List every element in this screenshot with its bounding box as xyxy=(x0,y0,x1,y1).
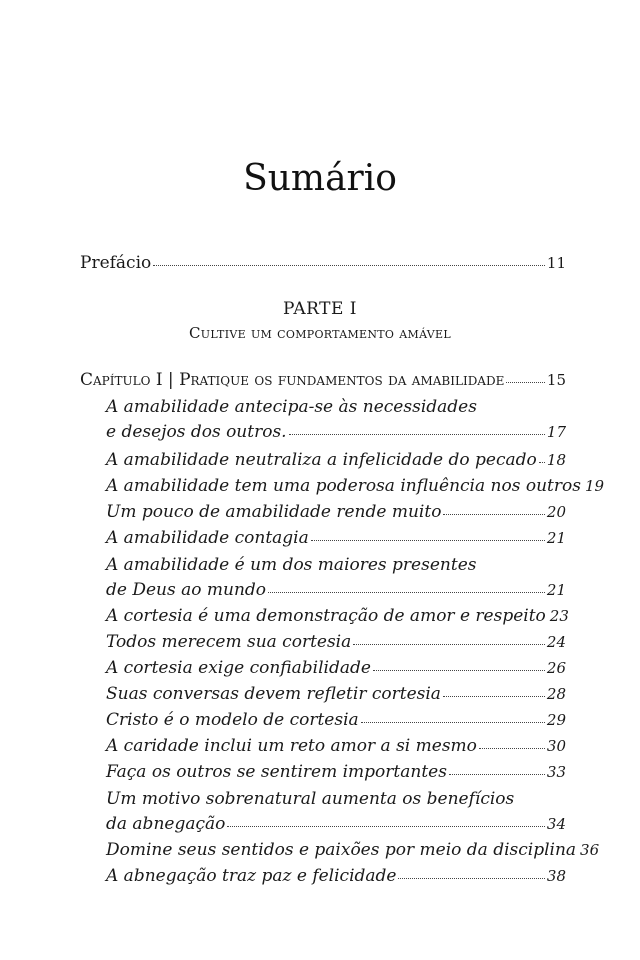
toc-entry-preface xyxy=(80,253,566,273)
toc-entry-label: Suas conversas devem refletir cortesia xyxy=(106,684,441,704)
part-heading: PARTE I xyxy=(282,299,358,319)
toc-page-number: 30 xyxy=(546,737,566,755)
toc-page-number: 26 xyxy=(546,659,566,677)
toc-page-number: 33 xyxy=(546,763,566,781)
toc-entry-label: A cortesia exige confiabilidade xyxy=(106,658,371,678)
toc-page-number: 11 xyxy=(546,254,566,272)
toc-entry-line1: A amabilidade é um dos maiores presentes xyxy=(106,555,477,575)
toc-entry-label: Todos merecem sua cortesia xyxy=(106,632,352,652)
dot-leader xyxy=(353,640,545,645)
toc-entry-label: Prefácio xyxy=(80,253,152,273)
toc-entry-label: A cortesia é uma demonstração de amor e respeito xyxy=(106,606,546,626)
toc-page-number: 17 xyxy=(546,423,566,441)
toc-entry xyxy=(106,580,566,600)
chapter-label: Capítulo I | Pratique os fundamentos da amabilidade xyxy=(80,370,505,390)
toc-entry xyxy=(106,476,605,496)
toc-entry xyxy=(106,450,566,470)
toc-entry xyxy=(106,762,566,782)
toc-page-number: 24 xyxy=(546,633,566,651)
toc-page-number: 36 xyxy=(580,841,600,859)
dot-leader xyxy=(361,718,545,723)
toc-page-number: 38 xyxy=(546,867,566,885)
part-subtitle: Cultive um comportamento amável xyxy=(189,324,451,342)
dot-leader xyxy=(373,666,545,671)
toc-entry-label: Cristo é o modelo de cortesia xyxy=(106,710,359,730)
toc-entry xyxy=(106,502,566,522)
toc-entry-label: da abnegação xyxy=(106,814,226,834)
toc-page-number: 21 xyxy=(546,529,566,547)
toc-chapter xyxy=(80,370,566,390)
toc-entry xyxy=(106,840,600,860)
toc-entry xyxy=(106,814,566,834)
page-title: Sumário xyxy=(243,158,397,199)
toc-entry-label: A amabilidade contagia xyxy=(106,528,309,548)
toc-entry xyxy=(106,866,566,886)
toc-entry-label: A abnegação traz paz e felicidade xyxy=(106,866,397,886)
toc-entry-label: e desejos dos outros. xyxy=(106,422,287,442)
dot-leader xyxy=(227,822,545,827)
toc-entry xyxy=(106,528,566,548)
toc-entry-label: Faça os outros se sentirem importantes xyxy=(106,762,447,782)
dot-leader xyxy=(398,874,544,879)
toc-page-number: 21 xyxy=(546,581,566,599)
dot-leader xyxy=(506,378,545,383)
toc-entry-label: Domine seus sentidos e paixões por meio da disciplina xyxy=(106,840,577,860)
dot-leader xyxy=(289,430,545,435)
dot-leader xyxy=(443,510,544,515)
toc-page-number: 20 xyxy=(546,503,566,521)
toc-entry-label: Um pouco de amabilidade rende muito xyxy=(106,502,442,522)
dot-leader xyxy=(311,536,545,541)
toc-page-number: 15 xyxy=(546,371,566,389)
dot-leader xyxy=(153,261,545,266)
toc-entry xyxy=(106,422,566,442)
toc-page-number: 18 xyxy=(546,451,566,469)
toc-page-number: 28 xyxy=(546,685,566,703)
toc-entry-label: A amabilidade tem uma poderosa influência nos outros xyxy=(106,476,581,496)
toc-entry xyxy=(106,736,566,756)
dot-leader xyxy=(443,692,545,697)
dot-leader xyxy=(268,588,545,593)
toc-entry xyxy=(106,684,566,704)
toc-entry-label: de Deus ao mundo xyxy=(106,580,267,600)
toc-entry-line1: A amabilidade antecipa-se às necessidades xyxy=(106,397,477,417)
toc-entry xyxy=(106,606,569,626)
toc-entry-label: A caridade inclui um reto amor a si mesmo xyxy=(106,736,477,756)
toc-entry xyxy=(106,710,566,730)
toc-entry xyxy=(106,658,566,678)
toc-page-number: 29 xyxy=(546,711,566,729)
toc-page-number: 34 xyxy=(546,815,566,833)
dot-leader xyxy=(479,744,545,749)
toc-page-number: 19 xyxy=(584,477,605,495)
dot-leader xyxy=(449,770,545,775)
dot-leader xyxy=(539,458,545,463)
toc-entry-line1: Um motivo sobrenatural aumenta os benefícios xyxy=(106,789,515,809)
toc-page-number: 23 xyxy=(549,607,569,625)
toc-entry-label: A amabilidade neutraliza a infelicidade do pecado xyxy=(106,450,537,470)
toc-entry xyxy=(106,632,566,652)
